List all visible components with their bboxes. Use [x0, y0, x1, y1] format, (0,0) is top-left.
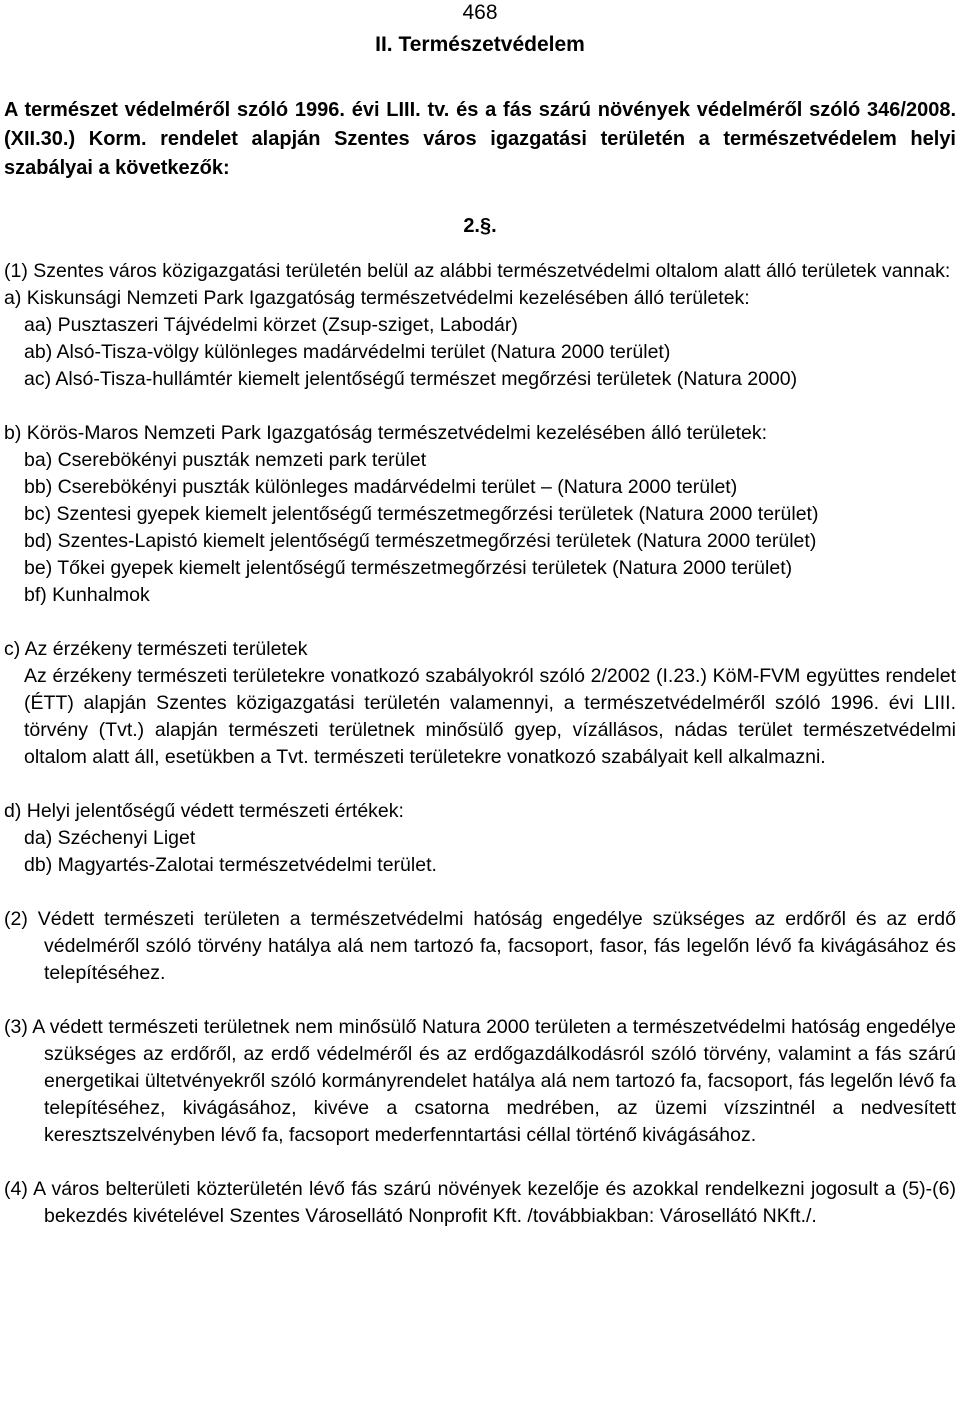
list-item: ba) Cserebökényi puszták nemzeti park terület [24, 449, 427, 471]
list-d-label: d) Helyi jelentőségű védett természeti értékek: [4, 800, 404, 822]
list-a [4, 285, 956, 393]
list-item: bc) Szentesi gyepek kiemelt jelentőségű természetmegőrzési területek (Natura 2000 terület) [24, 503, 819, 525]
list-item: bf) Kunhalmok [24, 584, 150, 606]
list-item: be) Tőkei gyepek kiemelt jelentőségű természetmegőrzési területek (Natura 2000 terület) [24, 557, 793, 579]
list-item: bd) Szentes-Lapistó kiemelt jelentőségű természetmegőrzési területek (Natura 2000 terület) [24, 530, 817, 552]
list-item: ab) Alsó-Tisza-völgy különleges madárvédelmi terület (Natura 2000 terület) [24, 341, 671, 363]
list-c-label: c) Az érzékeny természeti területek [4, 638, 308, 660]
list-a-label: a) Kiskunsági Nemzeti Park Igazgatóság természetvédelmi kezelésében álló területek: [4, 287, 750, 309]
list-item: bb) Cserebökényi puszták különleges madárvédelmi terület – (Natura 2000 terület) [24, 476, 738, 498]
paragraph-3: (3) A védett természeti területnek nem minősülő Natura 2000 területen a természetvédelmi hatóság engedélye szükséges az erdőről, az erdő védelméről és az erdőgazdálkodásról szóló törvény, valamint a fás szárú energetikai ültetvényekről szóló kormányrendelet hatálya alá nem tartozó fa, facsoport, fás legelőn lévő fa telepítéséhez, kivágásához, kivéve a csatorna medrében, az üzemi vízszintnél a nedvesített keresztszelvényben lévő fa, facsoport mederfenntartási céllal történő kivágásához. [4, 1016, 956, 1146]
list-item: db) Magyartés-Zalotai természetvédelmi terület. [24, 854, 437, 876]
paragraph-1: (1) Szentes város közigazgatási területén belül az alábbi természetvédelmi oltalom alatt álló területek vannak: [4, 260, 951, 282]
list-b [4, 420, 956, 609]
intro-paragraph: A természet védelméről szóló 1996. évi LIII. tv. és a fás szárú növények védelméről szóló 346/2008. (XII.30.) Korm. rendelet alapján Szentes város igazgatási területén a természetvédelem helyi szabályai a következők: [4, 99, 956, 179]
paragraph-4: (4) A város belterületi közterületén lévő fás szárú növények kezelője és azokkal rendelkezni jogosult a (5)-(6) bekezdés kivételével Szentes Városellátó Nonprofit Kft. /továbbiakban: Városellátó NKft./. [4, 1178, 956, 1227]
list-item: ac) Alsó-Tisza-hullámtér kiemelt jelentőségű természet megőrzési területek (Natura 2000) [24, 368, 798, 390]
list-item: da) Széchenyi Liget [24, 827, 196, 849]
paragraph-2: (2) Védett természeti területen a természetvédelmi hatóság engedélye szükséges az erdőről és az erdő védelméről szóló törvény hatálya alá nem tartozó fa, facsoport, fasor, fás legelőn lévő fa kivágásához és telepítéséhez. [4, 908, 956, 984]
list-c-text: Az érzékeny természeti területekre vonatkozó szabályokról szóló 2/2002 (I.23.) KöM-FVM együttes rendelet (ÉTT) alapján Szentes közigazgatási területén valamennyi, a természetvédelméről szóló 1996. évi LIII. törvény (Tvt.) alapján természeti területnek minősülő gyep, vízállásos, nádas terület természetvédelmi oltalom alatt áll, esetükben a Tvt. természeti területekre vonatkozó szabályait kell alkalmazni. [24, 665, 956, 768]
section-heading: 2.§. [463, 215, 497, 237]
list-c [4, 636, 956, 771]
chapter-title: II. Természetvédelem [375, 33, 585, 56]
page-number: 468 [462, 1, 498, 24]
list-d [4, 798, 956, 879]
list-item: aa) Pusztaszeri Tájvédelmi körzet (Zsup-sziget, Labodár) [24, 314, 518, 336]
list-b-label: b) Körös-Maros Nemzeti Park Igazgatóság természetvédelmi kezelésében álló területek: [4, 422, 768, 444]
